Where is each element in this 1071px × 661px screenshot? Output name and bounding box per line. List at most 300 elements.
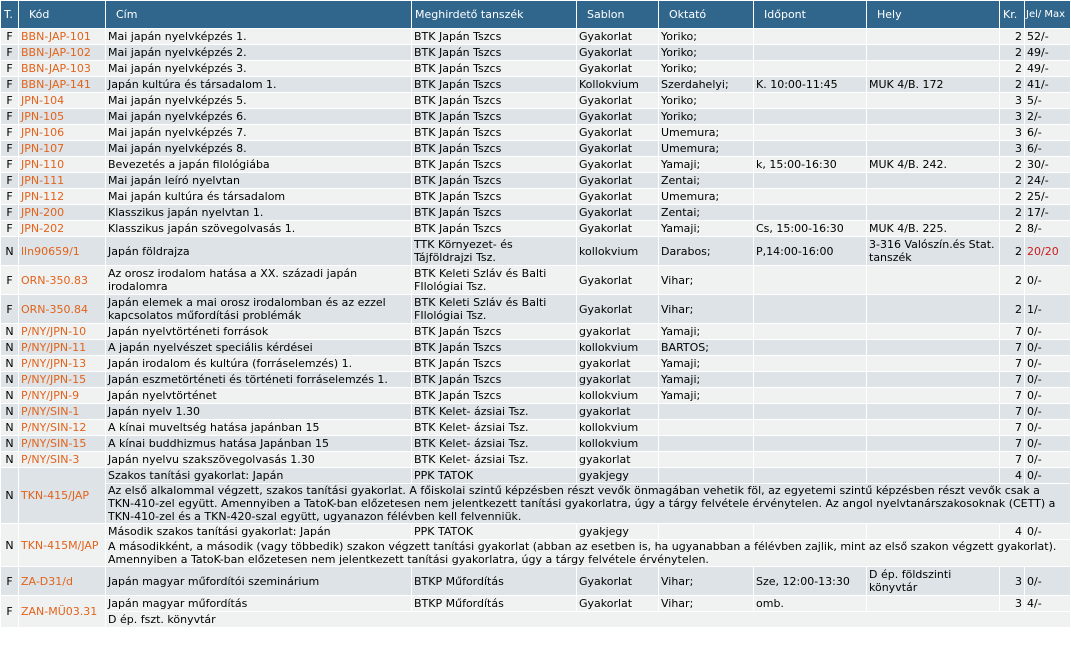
course-department: BTK Japán Tszcs [412, 221, 576, 236]
course-instructor [659, 436, 753, 451]
course-type: N [1, 356, 18, 371]
course-template: gyakorlat [577, 372, 658, 387]
course-enrolled-max: 6/- [1025, 125, 1070, 140]
table-row [1, 205, 1070, 220]
course-credits: 7 [1000, 356, 1024, 371]
course-instructor: Zentai; [659, 173, 753, 188]
course-code[interactable]: BBN-JAP-141 [19, 77, 105, 92]
course-department: BTKP Műfordítás [412, 567, 576, 595]
course-type: F [1, 77, 18, 92]
course-location [867, 109, 999, 124]
course-department: BTK Japán Tszcs [412, 125, 576, 140]
course-type: F [1, 29, 18, 44]
course-instructor [659, 452, 753, 467]
course-code[interactable]: P/NY/SIN-3 [19, 452, 105, 467]
course-instructor: Umemura; [659, 189, 753, 204]
course-location [867, 372, 999, 387]
course-enrolled-max: 6/- [1025, 141, 1070, 156]
course-instructor: Yamaji; [659, 356, 753, 371]
course-department: BTK Japán Tszcs [412, 45, 576, 60]
course-enrolled-max: 25/- [1025, 189, 1070, 204]
course-code[interactable]: P/NY/JPN-11 [19, 340, 105, 355]
course-department: BTK Japán Tszcs [412, 109, 576, 124]
course-template: Gyakorlat [577, 93, 658, 108]
course-location: MUK 4/B. 242. [867, 157, 999, 172]
course-time [754, 356, 866, 371]
course-enrolled-max: 30/- [1025, 157, 1070, 172]
course-enrolled-max: 49/- [1025, 61, 1070, 76]
course-template: gyakjegy [577, 524, 658, 539]
course-credits: 2 [1000, 189, 1024, 204]
col-header-type[interactable]: T. [1, 1, 18, 28]
course-template: gyakorlat [577, 356, 658, 371]
course-location [867, 189, 999, 204]
course-type: F [1, 45, 18, 60]
course-time [754, 45, 866, 60]
course-title: Japán nyelvtörténet [106, 388, 411, 403]
course-type: F [1, 157, 18, 172]
course-instructor: Yamaji; [659, 157, 753, 172]
course-time [754, 295, 866, 323]
course-type: F [1, 173, 18, 188]
col-header-template[interactable]: Sablon [577, 1, 658, 28]
course-table-body [1, 29, 1070, 627]
course-time: K. 10:00-11:45 [754, 77, 866, 92]
course-location: MUK 4/B. 172 [867, 77, 999, 92]
course-time [754, 340, 866, 355]
table-row [1, 109, 1070, 124]
course-code[interactable]: P/NY/JPN-10 [19, 324, 105, 339]
course-enrolled-max: 0/- [1025, 567, 1070, 595]
course-code[interactable]: TKN-415/JAP [19, 468, 105, 523]
course-enrolled-max: 52/- [1025, 29, 1070, 44]
course-credits: 7 [1000, 388, 1024, 403]
course-credits: 2 [1000, 266, 1024, 294]
course-enrolled-max: 0/- [1025, 324, 1070, 339]
course-department: TTK Környezet- és Tájföldrajzi Tsz. [412, 237, 576, 265]
course-credits: 2 [1000, 237, 1024, 265]
course-department: BTK Japán Tszcs [412, 29, 576, 44]
course-type: N [1, 372, 18, 387]
course-title: Klasszikus japán nyelvtan 1. [106, 205, 411, 220]
course-enrolled-max: 0/- [1025, 420, 1070, 435]
course-enrolled-max: 24/- [1025, 173, 1070, 188]
course-enrolled-max: 8/- [1025, 221, 1070, 236]
course-instructor: Zentai; [659, 205, 753, 220]
course-location [867, 436, 999, 451]
course-instructor: Vihar; [659, 567, 753, 595]
course-instructor [659, 404, 753, 419]
course-time [754, 125, 866, 140]
course-location [867, 93, 999, 108]
course-time: Sze, 12:00-13:30 [754, 567, 866, 595]
course-credits: 7 [1000, 436, 1024, 451]
course-enrolled-max: 17/- [1025, 205, 1070, 220]
course-code[interactable]: TKN-415M/JAP [19, 524, 105, 566]
col-header-code[interactable]: Kód [19, 1, 105, 28]
course-enrolled-max: 0/- [1025, 468, 1070, 483]
course-department: BTKP Műfordítás [412, 596, 576, 611]
course-title: Japán magyar műfordítás [106, 596, 411, 611]
course-location [867, 295, 999, 323]
course-department: BTK Japán Tszcs [412, 340, 576, 355]
course-time [754, 436, 866, 451]
course-location [867, 29, 999, 44]
col-header-location[interactable]: Hely [867, 1, 999, 28]
course-code[interactable]: P/NY/JPN-9 [19, 388, 105, 403]
course-time: k, 15:00-16:30 [754, 157, 866, 172]
course-location [867, 266, 999, 294]
course-location [867, 420, 999, 435]
col-header-department[interactable]: Meghirdető tanszék [412, 1, 576, 28]
course-credits: 3 [1000, 567, 1024, 595]
course-department: PPK TATOK [412, 468, 576, 483]
course-template: Gyakorlat [577, 567, 658, 595]
table-row [1, 324, 1070, 339]
table-row [1, 189, 1070, 204]
course-location: 3-316 Valószín.és Stat. tanszék [867, 237, 999, 265]
col-header-credits[interactable]: Kr. [1000, 1, 1024, 28]
course-title: Japán magyar műfordítói szeminárium [106, 567, 411, 595]
course-department: BTK Japán Tszcs [412, 324, 576, 339]
course-time [754, 468, 866, 483]
course-code[interactable]: P/NY/SIN-15 [19, 436, 105, 451]
course-instructor: Darabos; [659, 237, 753, 265]
course-credits: 3 [1000, 141, 1024, 156]
course-template: gyakorlat [577, 404, 658, 419]
course-title: Mai japán nyelvképzés 6. [106, 109, 411, 124]
course-code[interactable]: P/NY/JPN-15 [19, 372, 105, 387]
course-type: F [1, 295, 18, 323]
course-code[interactable]: P/NY/SIN-1 [19, 404, 105, 419]
course-title: Második szakos tanítási gyakorlat: Japán [106, 524, 411, 539]
course-credits: 7 [1000, 340, 1024, 355]
course-location [867, 596, 999, 611]
table-row [1, 524, 1070, 539]
course-code[interactable]: BBN-JAP-103 [19, 61, 105, 76]
course-template: kollokvium [577, 420, 658, 435]
course-instructor [659, 420, 753, 435]
course-title: Mai japán nyelvképzés 3. [106, 61, 411, 76]
course-type: F [1, 141, 18, 156]
table-row [1, 29, 1070, 44]
col-header-title[interactable]: Cím [106, 1, 411, 28]
table-row [1, 93, 1070, 108]
table-row [1, 266, 1070, 294]
course-enrolled-max: 5/- [1025, 93, 1070, 108]
course-time [754, 189, 866, 204]
course-time [754, 452, 866, 467]
course-credits: 2 [1000, 295, 1024, 323]
course-template: gyakorlat [577, 324, 658, 339]
course-enrolled-max: 49/- [1025, 45, 1070, 60]
course-title: Mai japán leíró nyelvtan [106, 173, 411, 188]
header-row [1, 1, 1070, 28]
course-enrolled-max: 0/- [1025, 266, 1070, 294]
course-title: Japán nyelvu szakszövegolvasás 1.30 [106, 452, 411, 467]
course-department: PPK TATOK [412, 524, 576, 539]
col-header-instructor[interactable]: Oktató [659, 1, 753, 28]
course-code[interactable]: BBN-JAP-102 [19, 45, 105, 60]
course-type: F [1, 61, 18, 76]
course-note: D ép. fszt. könyvtár [106, 612, 1070, 627]
table-row [1, 468, 1070, 483]
course-enrolled-max: 0/- [1025, 388, 1070, 403]
course-time: P,14:00-16:00 [754, 237, 866, 265]
course-code[interactable]: JPN-110 [19, 157, 105, 172]
course-credits: 3 [1000, 93, 1024, 108]
course-template: Gyakorlat [577, 157, 658, 172]
table-row [1, 567, 1070, 595]
course-credits: 2 [1000, 221, 1024, 236]
course-code[interactable]: JPN-106 [19, 125, 105, 140]
course-time [754, 205, 866, 220]
course-template: Gyakorlat [577, 221, 658, 236]
course-title: A kínai muveltség hatása japánban 15 [106, 420, 411, 435]
course-instructor: Yoriko; [659, 29, 753, 44]
course-title: Klasszikus japán szövegolvasás 1. [106, 221, 411, 236]
course-code[interactable]: JPN-104 [19, 93, 105, 108]
course-time: omb. [754, 596, 866, 611]
course-enrolled-max: 20/20 [1025, 237, 1070, 265]
course-credits: 7 [1000, 324, 1024, 339]
course-time [754, 372, 866, 387]
course-location [867, 324, 999, 339]
course-title: Bevezetés a japán filológiába [106, 157, 411, 172]
course-code[interactable]: P/NY/JPN-13 [19, 356, 105, 371]
course-title: Japán elemek a mai orosz irodalomban és az ezzel kapcsolatos műfordítási problémák [106, 295, 411, 323]
course-location [867, 205, 999, 220]
course-title: Japán földrajza [106, 237, 411, 265]
course-type: F [1, 221, 18, 236]
course-instructor: Yamaji; [659, 372, 753, 387]
course-template: Gyakorlat [577, 596, 658, 611]
course-template: Gyakorlat [577, 189, 658, 204]
course-enrolled-max: 2/- [1025, 109, 1070, 124]
course-template: gyakorlat [577, 452, 658, 467]
course-credits: 7 [1000, 420, 1024, 435]
course-type: F [1, 596, 18, 627]
course-type: N [1, 436, 18, 451]
course-type: F [1, 189, 18, 204]
course-time [754, 93, 866, 108]
course-code[interactable]: ORN-350.84 [19, 295, 105, 323]
course-title: A japán nyelvészet speciális kérdései [106, 340, 411, 355]
course-code[interactable]: JPN-112 [19, 189, 105, 204]
course-location: D ép. földszinti könyvtár [867, 567, 999, 595]
table-row [1, 340, 1070, 355]
course-template: kollokvium [577, 388, 658, 403]
course-template: Gyakorlat [577, 61, 658, 76]
course-template: Gyakorlat [577, 125, 658, 140]
course-location [867, 61, 999, 76]
course-credits: 2 [1000, 77, 1024, 92]
course-credits: 2 [1000, 45, 1024, 60]
course-template: Gyakorlat [577, 141, 658, 156]
course-title: Az orosz irodalom hatása a XX. századi japán irodalomra [106, 266, 411, 294]
course-location [867, 125, 999, 140]
course-department: BTK Japán Tszcs [412, 189, 576, 204]
course-department: BTK Japán Tszcs [412, 77, 576, 92]
course-enrolled-max: 1/- [1025, 295, 1070, 323]
course-title: Mai japán nyelvképzés 5. [106, 93, 411, 108]
course-instructor: Yoriko; [659, 109, 753, 124]
course-enrolled-max: 0/- [1025, 356, 1070, 371]
course-location [867, 45, 999, 60]
course-type: N [1, 324, 18, 339]
course-type: F [1, 93, 18, 108]
course-instructor: BARTOS; [659, 340, 753, 355]
course-department: BTK Japán Tszcs [412, 356, 576, 371]
course-type: F [1, 266, 18, 294]
course-location [867, 452, 999, 467]
course-time [754, 420, 866, 435]
course-template: Gyakorlat [577, 109, 658, 124]
course-instructor: Yoriko; [659, 93, 753, 108]
course-instructor: Umemura; [659, 125, 753, 140]
course-credits: 7 [1000, 372, 1024, 387]
course-type: N [1, 420, 18, 435]
course-department: BTK Japán Tszcs [412, 205, 576, 220]
col-header-time[interactable]: Időpont [754, 1, 866, 28]
course-type: N [1, 452, 18, 467]
course-department: BTK Kelet- ázsiai Tsz. [412, 404, 576, 419]
course-time [754, 141, 866, 156]
course-enrolled-max: 0/- [1025, 452, 1070, 467]
course-time [754, 109, 866, 124]
course-title: Szakos tanítási gyakorlat: Japán [106, 468, 411, 483]
course-code[interactable]: P/NY/SIN-12 [19, 420, 105, 435]
course-code[interactable]: JPN-105 [19, 109, 105, 124]
course-department: BTK Kelet- ázsiai Tsz. [412, 420, 576, 435]
course-instructor: Szerdahelyi; [659, 77, 753, 92]
table-row [1, 295, 1070, 323]
table-row [1, 77, 1070, 92]
table-row-note [1, 484, 1070, 523]
course-enrolled-max: 0/- [1025, 340, 1070, 355]
course-code[interactable]: BBN-JAP-101 [19, 29, 105, 44]
course-time [754, 524, 866, 539]
course-code[interactable]: ORN-350.83 [19, 266, 105, 294]
course-title: Japán irodalom és kultúra (forráselemzés) 1. [106, 356, 411, 371]
course-department: BTK Japán Tszcs [412, 157, 576, 172]
course-instructor: Yamaji; [659, 221, 753, 236]
table-row [1, 221, 1070, 236]
course-template: Gyakorlat [577, 45, 658, 60]
course-code[interactable]: JPN-202 [19, 221, 105, 236]
course-type: F [1, 125, 18, 140]
course-location [867, 404, 999, 419]
course-time [754, 324, 866, 339]
course-title: Mai japán nyelvképzés 2. [106, 45, 411, 60]
course-template: Gyakorlat [577, 173, 658, 188]
course-title: Mai japán nyelvképzés 7. [106, 125, 411, 140]
course-type: F [1, 205, 18, 220]
course-location: MUK 4/B. 225. [867, 221, 999, 236]
course-instructor [659, 468, 753, 483]
col-header-enrolled-max[interactable]: Jel/ Max [1025, 1, 1070, 28]
course-template: Gyakorlat [577, 266, 658, 294]
course-template: Kollokvium [577, 77, 658, 92]
course-department: BTK Japán Tszcs [412, 93, 576, 108]
course-title: Japán nyelv 1.30 [106, 404, 411, 419]
course-type: N [1, 340, 18, 355]
course-title: Japán eszmetörténeti és történeti forráselemzés 1. [106, 372, 411, 387]
course-time [754, 388, 866, 403]
table-row [1, 596, 1070, 611]
course-time [754, 61, 866, 76]
course-department: BTK Japán Tszcs [412, 141, 576, 156]
course-department: BTK Keleti Szláv és Balti FIlológiai Tsz. [412, 295, 576, 323]
table-row [1, 452, 1070, 467]
course-type: N [1, 468, 18, 523]
course-credits: 2 [1000, 205, 1024, 220]
course-instructor: Yamaji; [659, 324, 753, 339]
course-type: N [1, 388, 18, 403]
table-row [1, 356, 1070, 371]
table-row [1, 141, 1070, 156]
table-row [1, 372, 1070, 387]
course-template: kollokvium [577, 436, 658, 451]
course-code[interactable]: ZA-D31/d [19, 567, 105, 595]
course-title: Japán kultúra és társadalom 1. [106, 77, 411, 92]
table-row-note [1, 540, 1070, 566]
course-credits: 3 [1000, 109, 1024, 124]
course-enrolled-max: 41/- [1025, 77, 1070, 92]
table-row [1, 404, 1070, 419]
course-code[interactable]: JPN-200 [19, 205, 105, 220]
course-credits: 3 [1000, 125, 1024, 140]
table-row-note [1, 612, 1070, 627]
course-department: BTK Keleti Szláv és Balti FIlológiai Tsz. [412, 266, 576, 294]
table-row [1, 45, 1070, 60]
course-department: BTK Japán Tszcs [412, 173, 576, 188]
table-row [1, 61, 1070, 76]
course-instructor [659, 524, 753, 539]
course-department: BTK Kelet- ázsiai Tsz. [412, 436, 576, 451]
course-credits: 2 [1000, 173, 1024, 188]
course-department: BTK Japán Tszcs [412, 388, 576, 403]
course-template: gyakjegy [577, 468, 658, 483]
course-title: Japán nyelvtörténeti források [106, 324, 411, 339]
table-row [1, 125, 1070, 140]
course-code[interactable]: lln90659/1 [19, 237, 105, 265]
course-credits: 2 [1000, 61, 1024, 76]
course-template: kollokvium [577, 237, 658, 265]
course-enrolled-max: 0/- [1025, 404, 1070, 419]
course-instructor: Vihar; [659, 266, 753, 294]
course-location [867, 524, 999, 539]
course-credits: 2 [1000, 29, 1024, 44]
course-enrolled-max: 0/- [1025, 372, 1070, 387]
course-time [754, 29, 866, 44]
table-row [1, 173, 1070, 188]
course-code[interactable]: JPN-111 [19, 173, 105, 188]
course-title: A kínai buddhizmus hatása Japánban 15 [106, 436, 411, 451]
course-credits: 7 [1000, 452, 1024, 467]
course-template: Gyakorlat [577, 205, 658, 220]
course-title: Mai japán nyelvképzés 8. [106, 141, 411, 156]
course-code[interactable]: ZAN-MÜ03.31 [19, 596, 105, 627]
course-instructor: Yamaji; [659, 388, 753, 403]
course-template: kollokvium [577, 340, 658, 355]
course-credits: 3 [1000, 596, 1024, 611]
course-department: BTK Kelet- ázsiai Tsz. [412, 452, 576, 467]
table-row [1, 237, 1070, 265]
course-type: F [1, 109, 18, 124]
course-credits: 7 [1000, 404, 1024, 419]
course-code[interactable]: JPN-107 [19, 141, 105, 156]
